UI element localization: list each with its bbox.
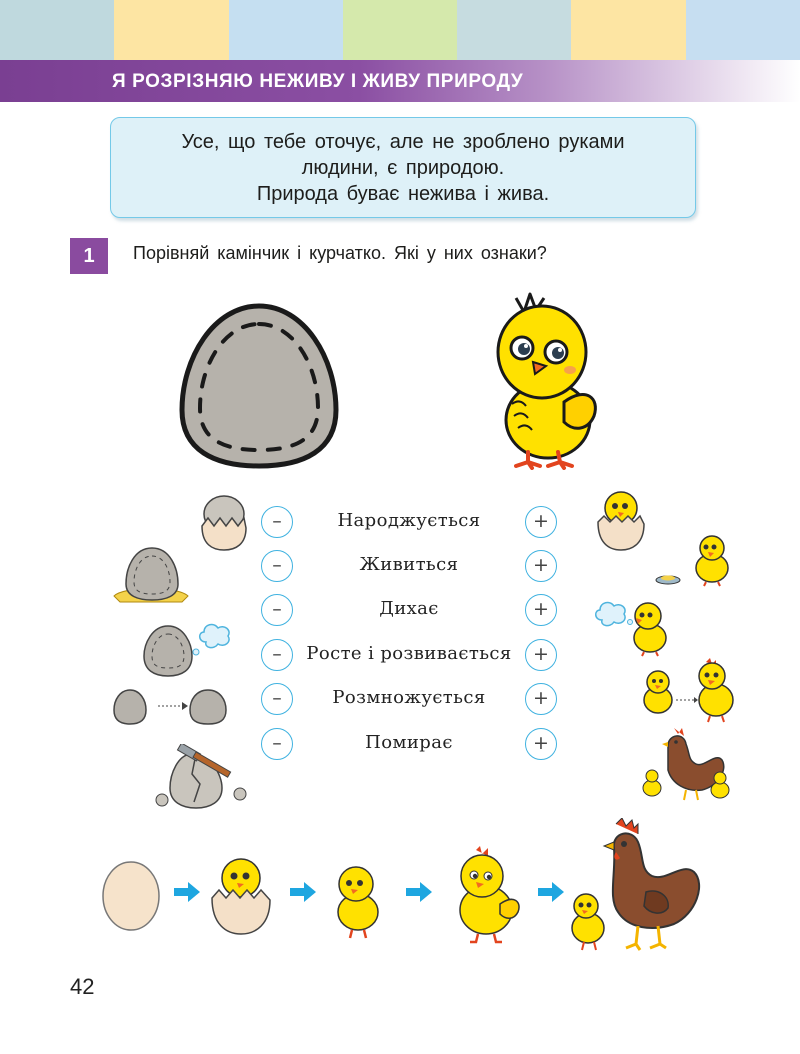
right-arrow-icon <box>538 882 564 902</box>
chick-illustration <box>488 290 613 470</box>
sign-row <box>261 728 557 760</box>
strip-segment <box>457 0 571 60</box>
small-chick-icon <box>330 858 386 940</box>
egg-icon <box>100 858 162 932</box>
minus-circle[interactable]: – <box>261 683 293 715</box>
definition-box <box>110 117 696 218</box>
broken-stone-hammer-icon <box>152 744 252 812</box>
stone-on-grain-icon <box>112 542 190 604</box>
plus-circle[interactable]: + <box>525 639 557 671</box>
sign-row <box>261 550 557 582</box>
breathing-chick-icon <box>592 596 672 658</box>
sign-row <box>261 506 557 538</box>
stone-illustration <box>176 300 342 472</box>
sign-label: Помирає <box>365 732 453 753</box>
right-arrow-icon <box>174 882 200 902</box>
stone-with-cloud-icon <box>140 618 232 678</box>
definition-line: Природа буває нежива і жива. <box>256 182 550 205</box>
minus-circle[interactable]: – <box>261 594 293 626</box>
plus-circle[interactable]: + <box>525 683 557 715</box>
strip-segment <box>686 0 800 60</box>
sign-row <box>261 683 557 715</box>
minus-circle[interactable]: – <box>261 639 293 671</box>
right-arrow-icon <box>406 882 432 902</box>
plus-circle[interactable]: + <box>525 506 557 538</box>
strip-segment <box>343 0 457 60</box>
section-banner <box>0 60 800 102</box>
sign-label: Живиться <box>359 554 459 575</box>
sign-label: Дихає <box>379 598 439 619</box>
right-arrow-icon <box>290 882 316 902</box>
section-title: Я РОЗРІЗНЯЮ НЕЖИВУ І ЖИВУ ПРИРОДУ <box>112 71 524 92</box>
strip-segment <box>0 0 114 60</box>
hen-illustration <box>566 818 708 952</box>
hen-with-chicks-icon <box>638 726 734 802</box>
strip-segment <box>114 0 228 60</box>
definition-line: Усе, що тебе оточує, але не зроблено руками <box>181 130 625 153</box>
plus-circle[interactable]: + <box>525 594 557 626</box>
growing-chick-icon <box>450 846 524 944</box>
sign-label: Розмножується <box>332 687 486 708</box>
page-number: 42 <box>70 974 95 999</box>
stone-to-stone-icon <box>112 686 230 726</box>
sign-label: Росте і розвивається <box>306 643 512 664</box>
task-instruction: Порівняй камінчик і курчатко. Які у них ознаки? <box>133 243 547 263</box>
strip-segment <box>571 0 685 60</box>
feeding-chick-icon <box>654 532 736 588</box>
plus-circle[interactable]: + <box>525 728 557 760</box>
sign-label: Народжується <box>337 510 481 531</box>
minus-circle[interactable]: – <box>261 550 293 582</box>
task-number-badge: 1 <box>70 238 108 274</box>
definition-line: людини, є природою. <box>301 156 505 179</box>
sign-row <box>261 639 557 671</box>
minus-circle[interactable]: – <box>261 506 293 538</box>
minus-circle[interactable]: – <box>261 728 293 760</box>
sign-row <box>261 594 557 626</box>
growing-chick-icon <box>640 656 736 724</box>
top-color-strip <box>0 0 800 60</box>
hatching-chick-icon <box>596 486 646 552</box>
strip-segment <box>229 0 343 60</box>
cracked-egg-stone-icon <box>196 492 252 552</box>
plus-circle[interactable]: + <box>525 550 557 582</box>
hatching-chick-icon <box>210 856 272 936</box>
